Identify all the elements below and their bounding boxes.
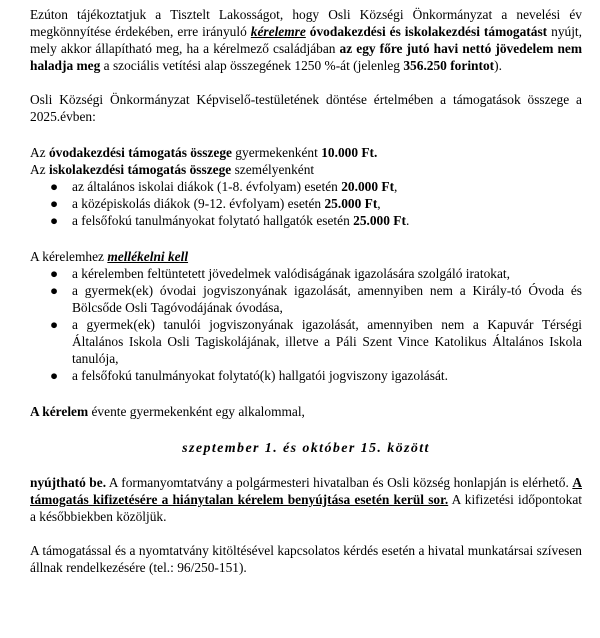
kinder-amount-line [30,144,582,161]
item-text: a kérelemben feltüntetett jövedelmek valódiságának igazolására szolgáló iratokat, [72,266,510,281]
bullet-icon: ● [50,179,59,194]
school-per: személyenként [231,162,315,177]
item-text: a gyermek(ek) tanulói jogviszonyának igazolását, amennyiben nem a Kapuvár Térségi Általános Iskola Osli Tagiskolájának, illetve a Páli Szent Vince Katolikus Általános Iskola tanulója, [72,317,582,366]
school-amount-line [30,161,582,178]
kinder-amount: 10.000 Ft. [321,145,378,160]
intro-text-3: a szociális vetítési alap összegének 1250 %-át (jelenleg [100,58,404,73]
yearly-text: évente gyermekenként egy alkalommal, [88,404,305,419]
intro-income-condition: az egy főre jutó havi nettó jövedelem nem haladja meg [30,41,582,73]
item-tail: , [377,196,381,211]
submit-text: A formanyomtatvány a polgármesteri hivatalban és Osli község honlapján is elérhető. [106,475,573,490]
yearly-request: A kérelem [30,404,89,419]
yearly-line [30,403,582,420]
submit-lead: nyújtható be. [30,475,107,490]
item-text: a gyermek(ek) óvodai jogviszonyának igazolását, amennyiben nem a Király-tó Óvoda és Bölcsőde Osli Tagóvodájának óvodása, [72,283,582,315]
bullet-icon: ● [50,368,59,383]
intro-text-2: nyújt, mely akkor állapítható meg, ha a kérelmező családjában [30,24,582,56]
list-item [30,265,582,282]
kinder-label: óvodakezdési támogatás összege [48,145,232,160]
item-text: a középiskolás diákok (9-12. évfolyam) esetén [72,196,325,211]
intro-support-type: óvodakezdési és iskolakezdési támogatást [305,24,548,39]
submission-period: szeptember 1. és október 15. között [182,441,430,456]
item-amount: 25.000 Ft [324,196,378,211]
list-item [30,367,582,384]
school-amount-list [30,178,582,229]
school-prefix: Az [30,162,49,177]
attach-prefix: A kérelemhez [30,249,108,264]
item-tail: . [405,213,410,228]
item-amount: 25.000 Ft [353,213,406,228]
intro-paragraph [30,6,582,74]
kinder-prefix: Az [30,145,49,160]
list-item [30,195,582,212]
bullet-icon: ● [50,283,59,298]
attach-must: mellékelni kell [107,249,189,264]
contact-paragraph: A támogatással és a nyomtatvány kitöltésével kapcsolatos kérdés esetén a hivatal munkatársai szívesen állnak rendelkezésére (tel.: 96/250-151). [30,543,582,575]
list-item [30,316,582,367]
decision-paragraph: Osli Községi Önkormányzat Képviselő-testületének döntése értelmében a támogatások összege a 2025.évben: [30,92,582,124]
bullet-icon: ● [50,317,59,332]
school-label: iskolakezdési támogatás összege [48,162,232,177]
attach-lead [30,248,582,265]
intro-income-amount: 356.250 forintot [403,58,495,73]
attach-list [30,265,582,384]
item-text: a felsőfokú tanulmányokat folytató hallgatók esetén [72,213,354,228]
kinder-per: gyermekenként [231,145,322,160]
submit-text-2: A kifizetési időpontokat a későbbiekben közöljük. [30,492,582,524]
list-item [30,178,582,195]
submit-payment-condition: A támogatás kifizetésére a hiánytalan kérelem benyújtása esetén kerül sor. [30,475,582,507]
bullet-icon: ● [50,213,59,228]
list-item [30,212,582,229]
intro-request-word: kérelemre [250,24,306,39]
bullet-icon: ● [50,266,59,281]
item-text: a felsőfokú tanulmányokat folytató(k) hallgatói jogviszony igazolását. [72,368,448,383]
intro-text-4: ). [494,58,502,73]
bullet-icon: ● [50,196,59,211]
submission-paragraph [30,474,582,525]
item-amount: 20.000 Ft [341,179,395,194]
list-item [30,282,582,316]
item-text: az általános iskolai diákok (1-8. évfolyam) esetén [72,179,342,194]
item-tail: , [394,179,398,194]
intro-text-1: Ezúton tájékoztatjuk a Tisztelt Lakosságot, hogy Osli Községi Önkormányzat a nevelési év megkönnyítése érdekében, erre irányuló [30,7,582,39]
